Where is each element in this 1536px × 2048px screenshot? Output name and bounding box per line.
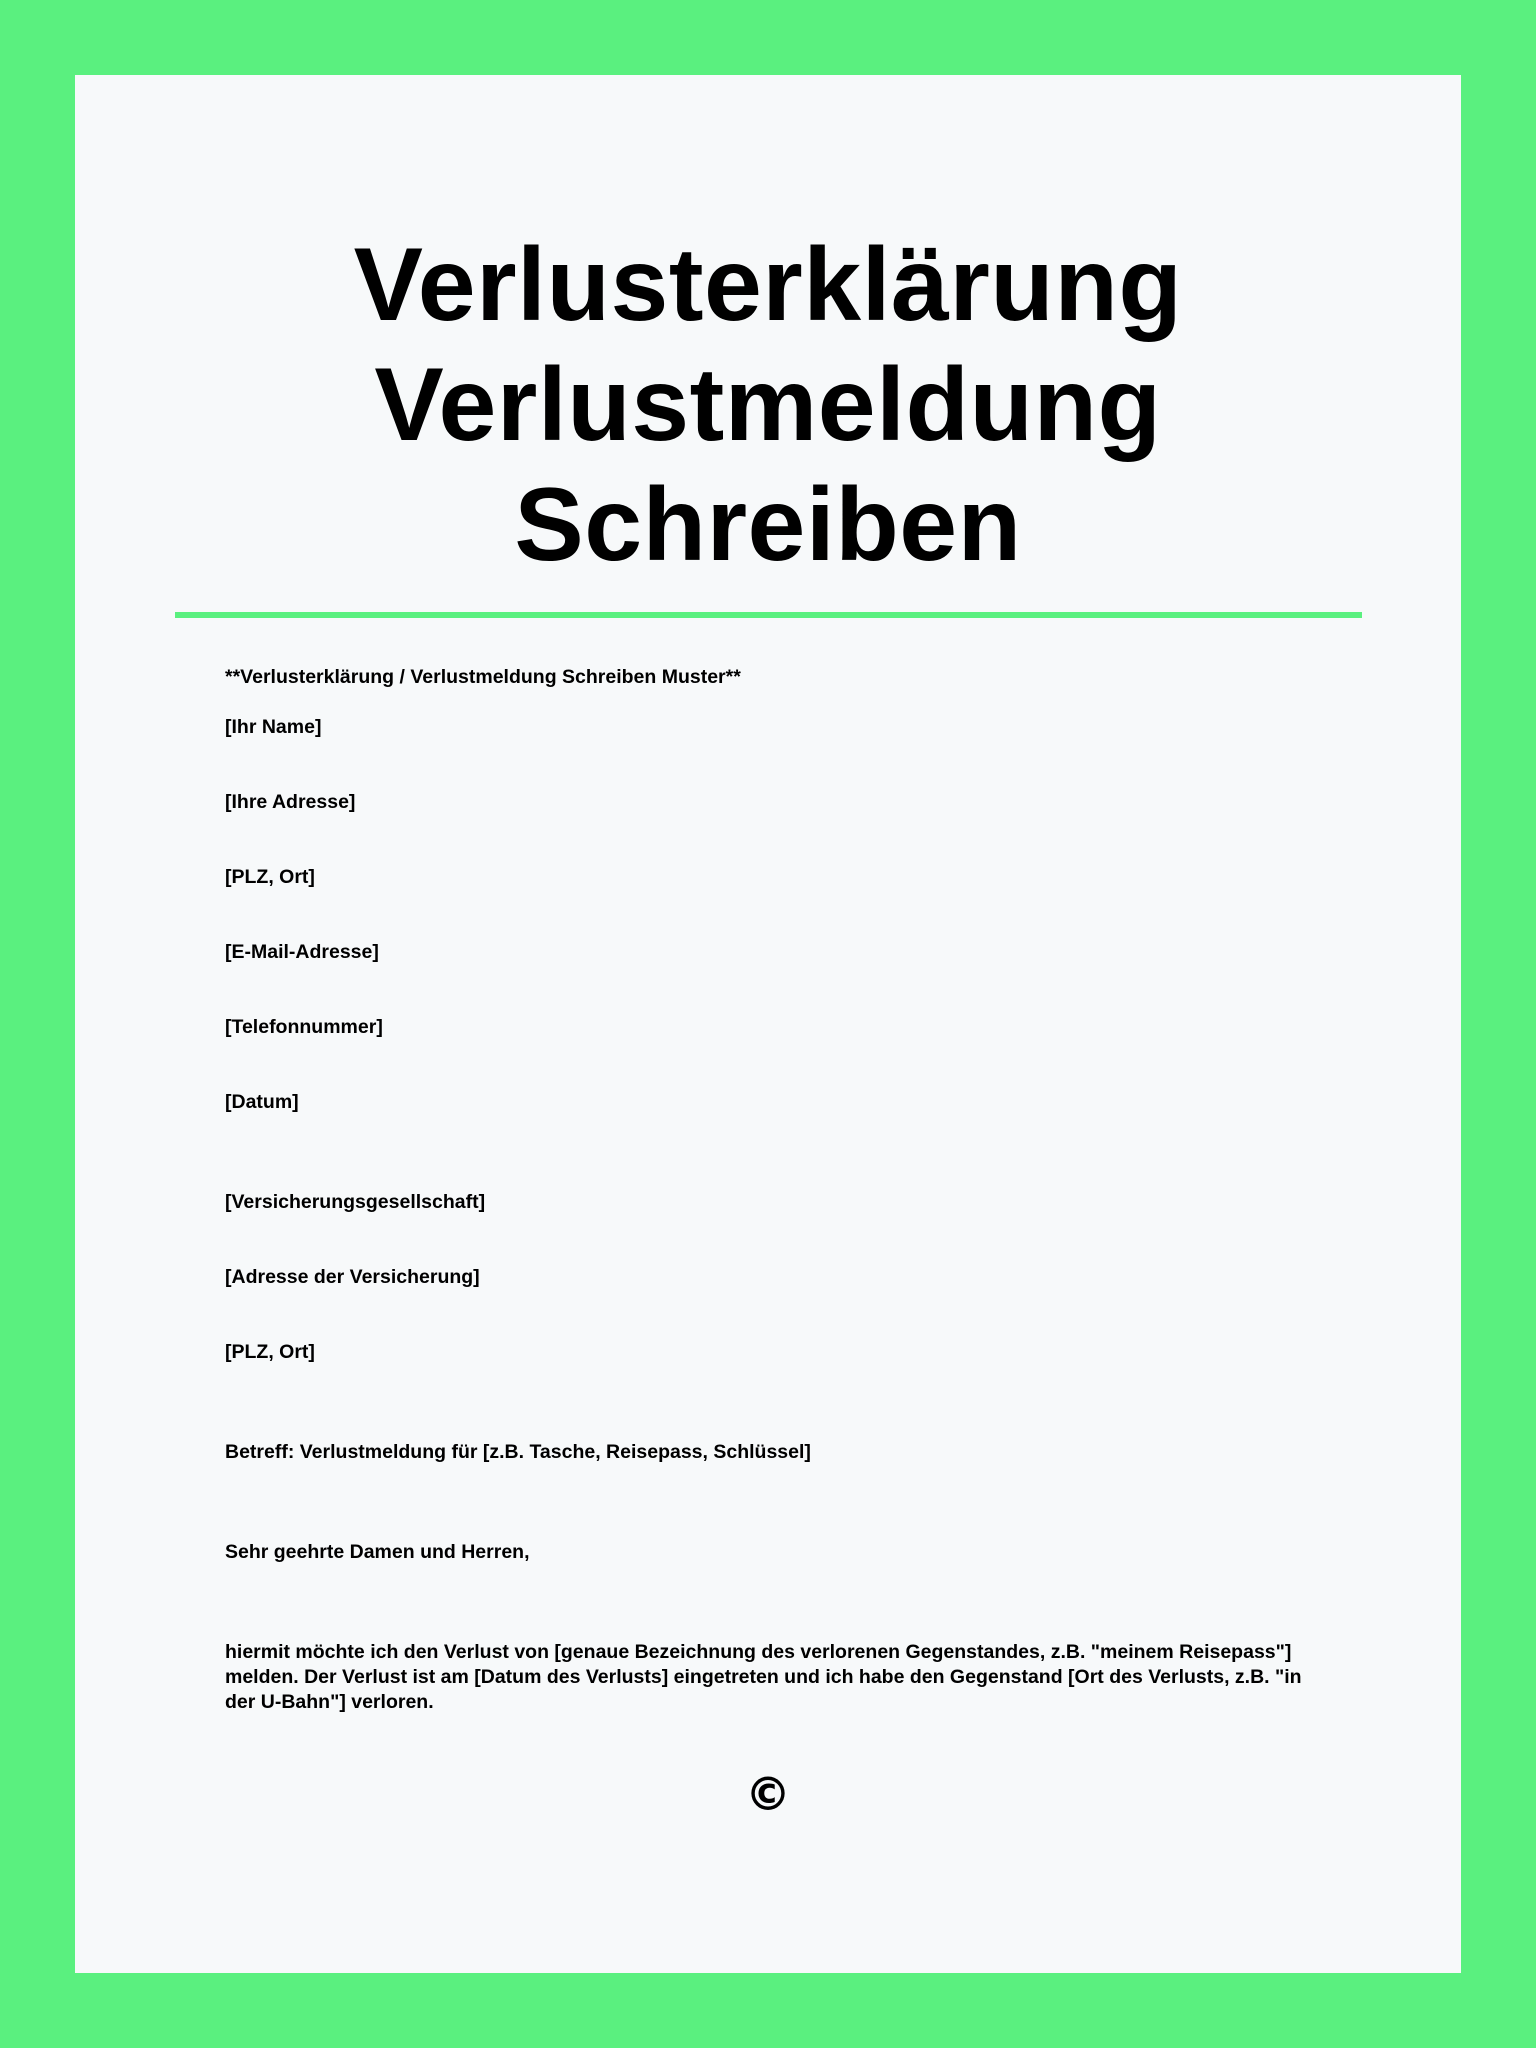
document-sheet <box>75 75 1461 1973</box>
sender-phone: [Telefonnummer] <box>225 1016 383 1038</box>
body-line: hiermit möchte ich den Verlust von [genaue Bezeichnung des verlorenen Gegenstandes, z.B. "meinem Reisepass"] <box>225 1641 1292 1663</box>
title-line: Verlusterklärung <box>353 227 1183 343</box>
recipient-plz-ort: [PLZ, Ort] <box>225 1341 315 1363</box>
recipient-address: [Adresse der Versicherung] <box>225 1266 480 1288</box>
copyright-icon: © <box>745 1767 791 1821</box>
sender-plz-ort: [PLZ, Ort] <box>225 866 315 888</box>
body-line: melden. Der Verlust ist am [Datum des Verlusts] eingetreten und ich habe den Gegenstand [Ort des Verlusts, z.B. "in <box>225 1666 1302 1688</box>
title-divider <box>175 612 1362 618</box>
sender-address: [Ihre Adresse] <box>225 791 356 813</box>
title-line: Schreiben <box>514 467 1022 583</box>
document-title <box>75 225 1461 585</box>
recipient-company: [Versicherungsgesellschaft] <box>225 1191 486 1213</box>
body-line: der U-Bahn"] verloren. <box>225 1691 434 1713</box>
letter-date: [Datum] <box>225 1091 299 1113</box>
letter-salutation: Sehr geehrte Damen und Herren, <box>225 1541 530 1563</box>
document-heading: **Verlusterklärung / Verlustmeldung Schreiben Muster** <box>225 666 741 688</box>
sender-email: [E-Mail-Adresse] <box>225 941 379 963</box>
letter-subject: Betreff: Verlustmeldung für [z.B. Tasche, Reisepass, Schlüssel] <box>225 1441 811 1463</box>
letter-body <box>225 1640 1425 1715</box>
sender-name: [Ihr Name] <box>225 716 322 738</box>
title-line: Verlustmeldung <box>374 347 1162 463</box>
